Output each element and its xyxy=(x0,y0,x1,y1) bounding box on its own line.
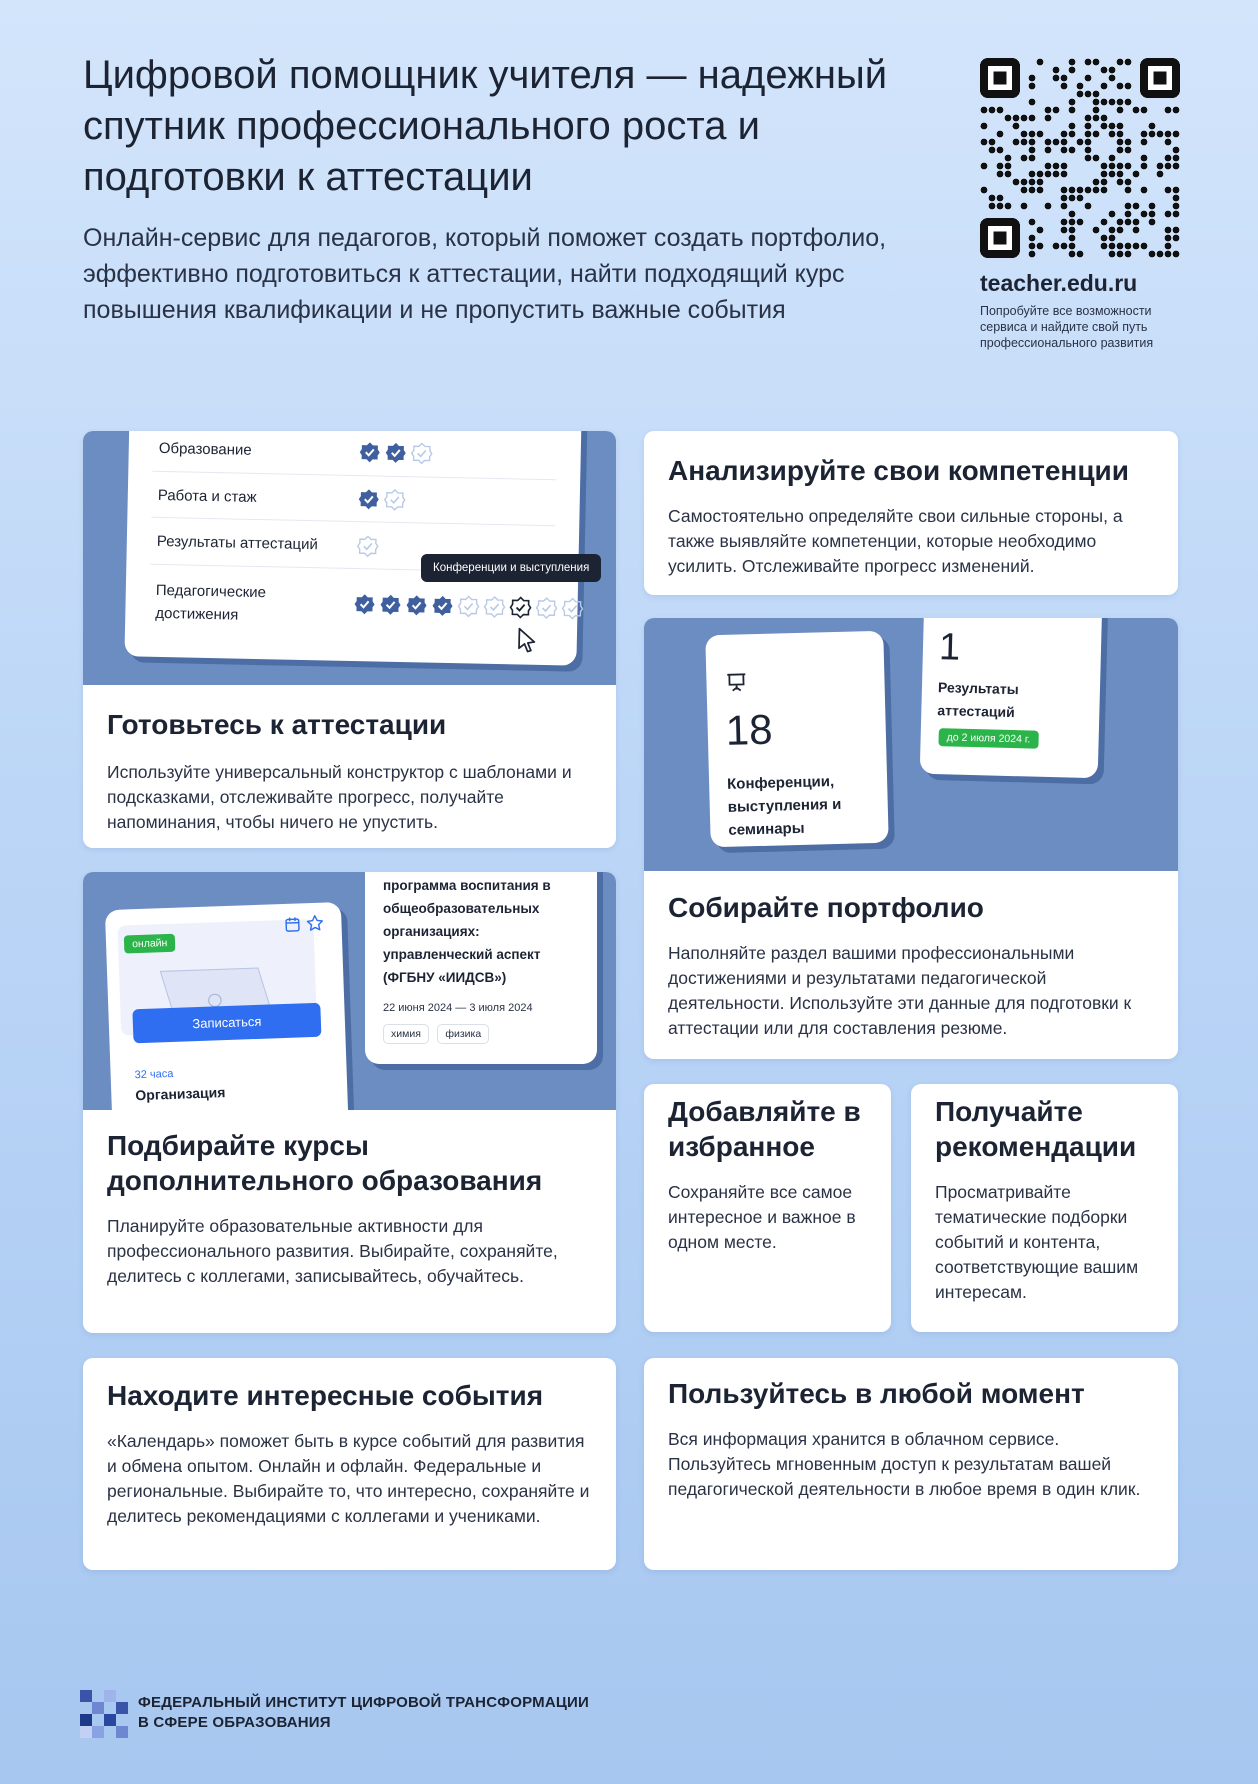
site-url[interactable]: teacher.edu.ru xyxy=(980,270,1138,296)
events-card xyxy=(83,1358,616,1570)
badge-filled-icon xyxy=(353,593,375,615)
card-text: Планируйте образовательные активности для профессионального развития. Выбирайте, сохраняйте, делитесь с коллегами, записывайтесь, обучайтесь. xyxy=(107,1216,558,1286)
badge-empty-icon xyxy=(457,595,479,617)
card-title: Получайте рекомендации xyxy=(935,1096,1137,1162)
badge-filled-icon xyxy=(385,442,407,464)
course-hours: 32 часа xyxy=(134,1067,174,1082)
qr-code[interactable] xyxy=(980,58,1180,258)
qr-note: Попробуйте все возможности сервиса и найдите свой путь профессионального развития xyxy=(980,304,1154,350)
card-text: Просматривайте тематические подборки событий и контента, соответствующие вашим интересам. xyxy=(935,1182,1139,1302)
card-title: Подбирайте курсы дополнительного образования xyxy=(107,1130,543,1196)
badge-filled-icon xyxy=(358,488,380,510)
page-subtitle: Онлайн-сервис для педагогов, который поможет создать портфолио, эффективно подготовиться к аттестации, найти подходящий курс повышения квалификации и не пропустить важные события xyxy=(83,224,887,324)
card-title: Пользуйтесь в любой момент xyxy=(668,1378,1085,1409)
star-icon[interactable] xyxy=(305,914,325,934)
badge-filled-icon xyxy=(405,594,427,616)
course-tag[interactable]: химия xyxy=(383,1024,429,1044)
course-dates: 22 июня 2024 — 3 июля 2024 xyxy=(383,1002,533,1014)
enroll-button[interactable]: Записаться xyxy=(132,1003,321,1044)
badge-empty-icon xyxy=(384,489,406,511)
online-badge: онлайн xyxy=(124,934,176,954)
portfolio-card xyxy=(644,618,1178,1059)
badge-empty-icon xyxy=(535,597,557,619)
attestation-form-mock xyxy=(124,431,581,666)
institute-logo xyxy=(80,1690,128,1738)
course-org: Организация xyxy=(135,1084,226,1104)
card-title: Анализируйте свои компетенции xyxy=(668,455,1129,486)
courses-card xyxy=(83,872,616,1333)
card-text: Используйте универсальный конструктор с шаблонами и подсказками, отслеживайте прогресс, получайте напоминания, чтобы ничего не упустить. xyxy=(107,762,572,832)
stat-card-attestations xyxy=(920,618,1103,778)
course-detail-mock xyxy=(365,872,597,1064)
page-title: Цифровой помощник учителя — надежный спутник профессионального роста и подготовки к аттестации xyxy=(83,53,888,199)
stat-label: Конференции, выступления и семинары xyxy=(726,773,842,839)
anytime-card xyxy=(644,1358,1178,1570)
stat-label: Результаты аттестаций xyxy=(937,679,1019,721)
row-attestation-results: Результаты аттестаций xyxy=(156,532,318,554)
cursor-icon xyxy=(515,626,542,653)
card-title: Готовьтесь к аттестации xyxy=(107,709,447,740)
badge-empty-icon xyxy=(357,535,379,557)
course-tag[interactable]: физика xyxy=(437,1024,489,1044)
card-text: Наполняйте раздел вашими профессиональными достижениями и результатами педагогической деятельности. Используйте эти данные для подготовки к аттестации или для составления резюме. xyxy=(668,943,1132,1038)
institute-name xyxy=(138,1693,589,1733)
card-title: Добавляйте в избранное xyxy=(668,1096,861,1162)
stat-card-conferences xyxy=(705,631,888,848)
course-card-mock xyxy=(105,902,349,1110)
favorites-card xyxy=(644,1084,891,1332)
card-text: Вся информация хранится в облачном сервисе. Пользуйтесь мгновенным доступ к результатам вашей педагогической деятельности в любое время в один клик. xyxy=(668,1429,1141,1499)
card-text: «Календарь» поможет быть в курсе событий для развития и обмена опытом. Онлайн и офлайн. Федеральные и региональные. Выбирайте то, что интересно, сохраняйте и делитесь рекомендациями с коллегами и учениками. xyxy=(107,1431,590,1526)
stat-value: 18 xyxy=(725,705,774,754)
card-text: Самостоятельно определяйте свои сильные стороны, а также выявляйте компетенции, которые необходимо усилить. Отслеживайте прогресс изменений. xyxy=(668,506,1123,576)
badge-empty-icon xyxy=(483,596,505,618)
competence-card xyxy=(644,431,1178,595)
row-education: Образование xyxy=(158,439,252,459)
calendar-icon[interactable] xyxy=(283,915,302,934)
card-title: Находите интересные события xyxy=(107,1380,544,1411)
badge-hover-icon[interactable] xyxy=(509,596,531,618)
row-achievements: Педагогические достижения xyxy=(155,581,267,624)
attestation-card xyxy=(83,431,616,848)
badge-empty-icon xyxy=(411,442,433,464)
badge-empty-icon xyxy=(561,597,583,619)
recommendations-card xyxy=(911,1084,1178,1332)
institute-name-line2: В СФЕРЕ ОБРАЗОВАНИЯ xyxy=(138,1714,331,1731)
row-work: Работа и стаж xyxy=(157,486,257,506)
badge-filled-icon xyxy=(359,441,381,463)
card-text: Сохраняйте все самое интересное и важное в одном месте. xyxy=(668,1182,856,1252)
stat-value: 1 xyxy=(938,626,961,669)
presentation-icon xyxy=(724,670,749,695)
institute-name-line1: ФЕДЕРАЛЬНЫЙ ИНСТИТУТ ЦИФРОВОЙ ТРАНСФОРМАЦИИ xyxy=(138,1694,589,1711)
tooltip: Конференции и выступления xyxy=(421,554,601,582)
badge-filled-icon xyxy=(431,595,453,617)
card-title: Собирайте портфолио xyxy=(668,892,984,923)
course-title: программа воспитания в общеобразовательных организациях: управленческий аспект (ФГБНУ «ИИДСВ») xyxy=(383,878,551,985)
deadline-badge: до 2 июля 2024 г. xyxy=(938,728,1038,749)
badge-filled-icon xyxy=(379,594,401,616)
